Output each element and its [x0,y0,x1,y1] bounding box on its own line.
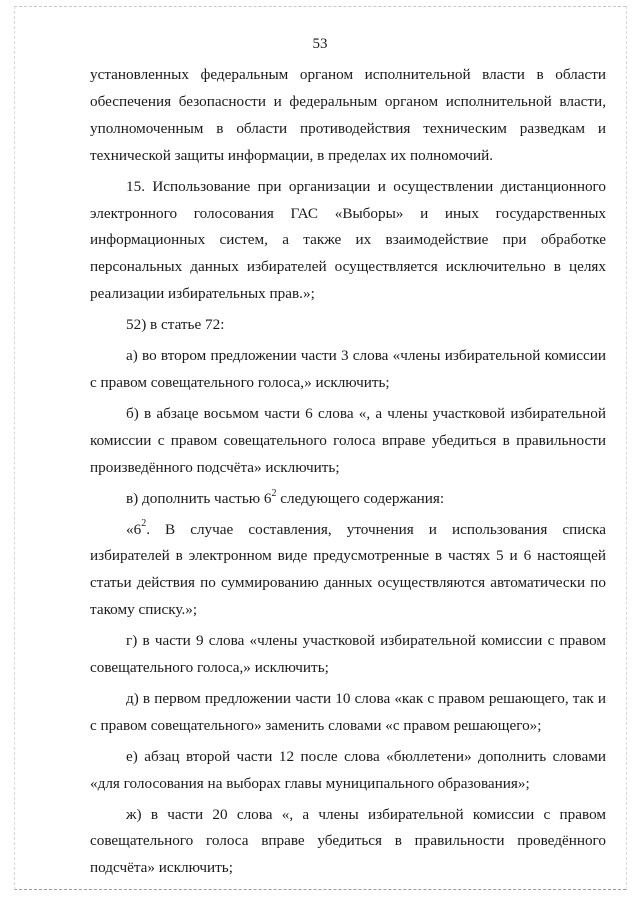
paragraph-sub-v-text-end: следующего содержания: [276,489,445,507]
page-border-left [14,6,15,890]
paragraph-continuation: установленных федеральным органом исполнительной власти в области обеспечения безопасности и федеральным органом исполнительной власти, уполномоченным в области противодействия техническим разведкам и технической защиты информации, в пределах их полномочий. [90,66,606,164]
paragraph-sub-g: г) в части 9 слова «члены участковой избирательной комиссии с правом совещательного голоса,» исключить; [90,632,606,677]
paragraph-part-6-2-text: . В случае составления, уточнения и использования списка избирателей в электронном виде предусмотренные в частях 5 и 6 настоящей статьи действия по суммированию данных осуществляются автоматически по такому списку.»; [90,520,606,619]
paragraph-sub-v-text: в) дополнить частью 6 [126,489,272,507]
paragraph-item-15: 15. Использование при организации и осуществлении дистанционного электронного голосования ГАС «Выборы» и иных государственных информационных систем, а также их взаимодействие при обработке персональных данных избирателей осуществляется исключительно в целях реализации избирательных прав.»; [90,177,606,303]
paragraph-sub-d: д) в первом предложении части 10 слова «как с правом решающего, так и с правом совещательного» заменить словами «с правом решающего»; [90,689,606,734]
page-number: 53 [312,36,328,52]
superscript: 2 [271,487,277,499]
page-border-right [626,6,627,890]
paragraph-sub-b: б) в абзаце восьмом части 6 слова «, а члены участковой избирательной комиссии с правом совещательного голоса вправе убедиться в правильности произведённого подсчёта» исключить; [90,404,606,476]
paragraph-sub-zh: ж) в части 20 слова «, а члены избирательной комиссии с правом совещательного голоса вправе убедиться в правильности проведённого подсчёта» исключить; [90,805,606,877]
document-body [90,62,606,882]
paragraph-sub-v [90,486,606,513]
paragraph-sub-a: а) во втором предложении части 3 слова «члены избирательной комиссии с правом совещательного голоса,» исключить; [90,347,606,391]
paragraph-part-6-2-lead: «6 [126,520,142,538]
paragraph-article-72: 52) в статье 72: [126,316,225,334]
paragraph-part-6-2 [90,517,606,625]
paragraph-sub-e: е) абзац второй части 12 после слова «бюллетени» дополнить словами «для голосования на выборах главы муниципального образования»; [90,747,606,792]
superscript: 2 [141,518,147,530]
page-border-top [14,6,626,7]
page-border-bottom [14,889,626,890]
